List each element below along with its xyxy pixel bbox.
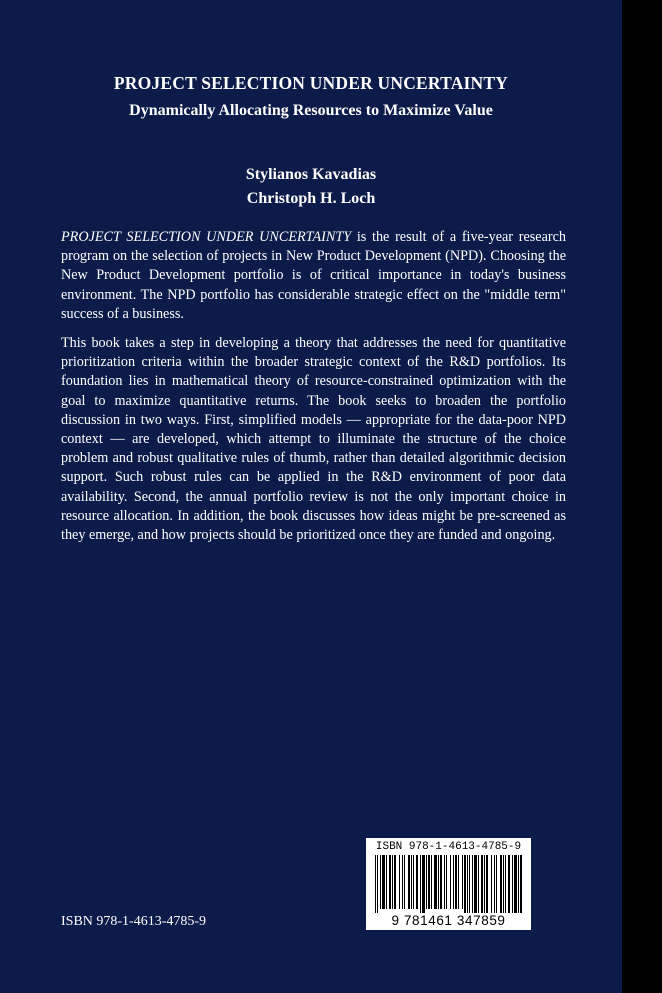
spine-edge bbox=[622, 0, 662, 993]
barcode-isbn-text: ISBN 978-1-4613-4785-9 bbox=[375, 841, 522, 853]
blurb-paragraph-1 bbox=[61, 228, 566, 324]
author-name: Christoph H. Loch bbox=[246, 190, 376, 207]
isbn-label: ISBN 978-1-4613-4785-9 bbox=[61, 914, 207, 929]
book-title: PROJECT SELECTION UNDER UNCERTAINTY bbox=[113, 73, 509, 93]
barcode-digits: 9 781461 347859 bbox=[391, 913, 506, 928]
author-name: Stylianos Kavadias bbox=[245, 166, 377, 183]
barcode-bars bbox=[375, 855, 522, 913]
barcode bbox=[366, 838, 531, 930]
blurb-paragraph-2: This book takes a step in developing a theory that addresses the need for quantitative prioritization criteria within the broader strategic context of the R&D portfolios. Its foundation lies in mathematical theory of resource-constrained optimization with the goal to maximize quantitative returns. The book seeks to broaden the portfolio discussion in two ways. First, simplified models — appropriate for the data-poor NPD context — are developed, which attempt to illuminate the structure of the choice problem and robust qualitative rules of thumb, rather than detailed algorithmic decision support. Such robust rules can be applied in the R&D environment of poor data availability. Second, the annual portfolio review is not the only important choice in resource allocation. In addition, the book discusses how ideas might be pre-screened as they emerge, and how projects should be prioritized once they are funded and ongoing. bbox=[61, 335, 566, 544]
blurb-title-italic: PROJECT SELECTION UNDER UNCERTAINTY bbox=[61, 229, 352, 245]
author-list bbox=[0, 163, 622, 211]
book-subtitle: Dynamically Allocating Resources to Maximize Value bbox=[129, 102, 493, 119]
blurb-paragraph-1-text: is the result of a five-year research program on the selection of projects in New Product Development (NPD). Choosing the New Product Development portfolio is of critical importance in today's business environment. The NPD portfolio has considerable strategic effect on the "middle term" success of a business. bbox=[61, 229, 566, 322]
